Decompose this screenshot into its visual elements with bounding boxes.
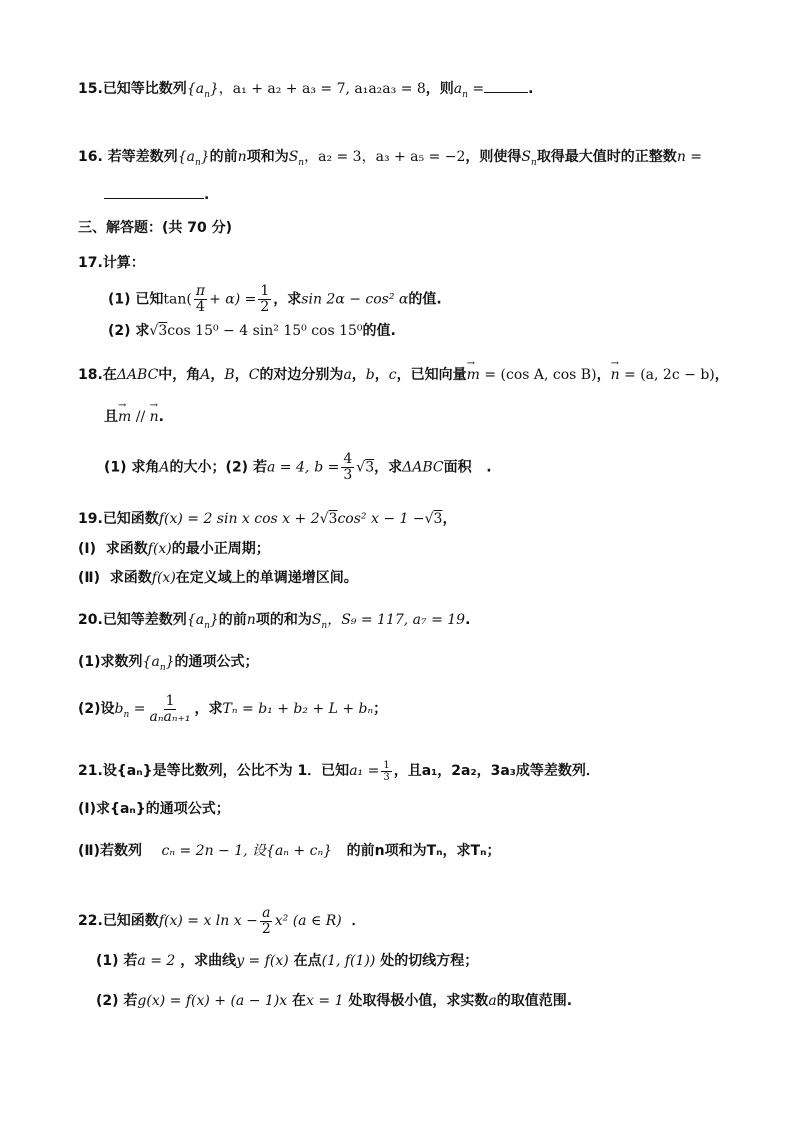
math: b: [365, 367, 375, 383]
math: a₁ =: [349, 763, 380, 779]
math: }: [209, 81, 219, 97]
question-number: 17.: [78, 255, 103, 271]
text: 的前n项和为Tₙ，求Tₙ；: [346, 843, 501, 859]
math: a = 2: [137, 953, 176, 969]
math: C: [248, 367, 260, 383]
math: A: [200, 367, 211, 383]
question-18: 18.在ΔABC中，角A，B，C的对边分别为a，b，c，已知向量→ m = (cos A, cos B)，→ n = (a, 2c − b)，: [78, 364, 729, 386]
math: S: [311, 612, 322, 628]
math: π: [195, 283, 206, 299]
math: {a: [142, 654, 160, 670]
text: 计算：: [102, 255, 145, 271]
question-18-parts: [104, 452, 492, 483]
math: a = 4,: [266, 459, 310, 476]
text: 已知函数: [102, 913, 159, 929]
text: 在: [102, 367, 117, 383]
question-16-blank-line: .: [104, 184, 209, 206]
text: (2)设: [78, 701, 115, 717]
math: x² (a ∈ R): [274, 913, 342, 929]
text: ，求曲线: [180, 953, 237, 969]
text: 项的和为: [255, 612, 312, 628]
question-22-part-2: [96, 990, 572, 1012]
text: ，求: [273, 291, 302, 308]
text: .: [486, 459, 492, 476]
math: cos 15⁰ − 4 sin² 15⁰ cos 15⁰: [167, 323, 363, 339]
question-number: 21.: [78, 763, 103, 779]
math: 3: [328, 511, 338, 527]
vector-m: → m: [118, 406, 131, 428]
text: 且: [104, 409, 118, 425]
answer-blank: [484, 80, 528, 93]
math: ，S₉ = 117, a₇ = 19: [327, 612, 466, 628]
math: A: [159, 459, 170, 476]
math: ，a₃ + a₅ = −2: [361, 149, 466, 165]
text: 在: [292, 993, 307, 1009]
math: n: [246, 612, 256, 628]
math: ΔABC: [402, 459, 444, 476]
math: y = f(x): [236, 953, 289, 969]
text: (1) 若: [96, 953, 138, 969]
fraction: [260, 906, 273, 937]
math: 1: [260, 283, 270, 299]
math: aₙaₙ₊₁: [149, 708, 191, 725]
text: ，: [596, 367, 611, 383]
question-number: 22.: [78, 913, 103, 929]
fraction: [381, 760, 391, 783]
math: 2: [260, 299, 270, 315]
question-20-part-1: [78, 651, 259, 679]
math: =: [129, 701, 146, 717]
math: 3: [343, 467, 353, 483]
text: 已知等差数列: [102, 612, 187, 628]
text: 设{aₙ}是等比数列，公比不为 1．已知: [102, 763, 350, 779]
math: a: [453, 81, 463, 97]
math: {a: [186, 81, 205, 97]
text: ，求: [374, 459, 403, 476]
text: 的前: [218, 612, 247, 628]
fraction: [194, 284, 207, 315]
question-number: 18.: [78, 367, 103, 383]
question-number: 20.: [78, 612, 103, 628]
text: ，求: [194, 701, 223, 717]
text: 的值.: [362, 323, 396, 339]
math: + α) =: [209, 291, 257, 308]
math: = (a, 2c − b): [619, 367, 715, 383]
math: g(x) = f(x) + (a − 1)x: [137, 993, 288, 1009]
text: ．: [351, 913, 366, 929]
math: n: [462, 89, 468, 100]
math: a: [343, 367, 352, 383]
math: b: [114, 701, 124, 717]
sqrt: √3: [319, 511, 338, 527]
fraction: [148, 694, 193, 725]
math: n: [531, 157, 537, 168]
text: (Ⅱ): [78, 570, 101, 586]
math: = (cos A, cos B): [479, 367, 597, 383]
math: cₙ = 2n − 1, 设{aₙ + cₙ}: [161, 843, 333, 859]
text: 项和为: [246, 149, 289, 165]
question-22-part-1: [96, 950, 478, 972]
math: n: [159, 662, 166, 673]
math: ，a₂ = 3: [304, 149, 362, 165]
text: (1)求数列: [78, 654, 143, 670]
math: }: [209, 612, 219, 628]
math: ，a₁ + a₂ + a₃ = 7, a₁a₂a₃ = 8: [218, 81, 426, 97]
math: 3: [158, 323, 168, 339]
sqrt: √3: [149, 323, 168, 339]
math: n: [204, 620, 210, 631]
math: tan(: [163, 291, 192, 308]
fraction: [341, 452, 354, 483]
text: 面积: [443, 459, 472, 476]
text: ，则: [425, 81, 454, 97]
math: 4: [343, 451, 353, 467]
text: 取得最大值时的正整数: [536, 149, 677, 165]
sqrt: √3: [424, 511, 443, 527]
text: 中，角: [158, 367, 201, 383]
math: =: [685, 149, 703, 165]
math: n: [676, 149, 686, 165]
math: a: [262, 904, 271, 921]
text: 处的切线方程；: [380, 953, 479, 969]
section-title: 三、解答题：(共 70 分): [78, 220, 233, 236]
math: n: [298, 157, 305, 168]
math: B: [224, 367, 235, 383]
text: ，已知向量: [396, 367, 467, 383]
math: Tₙ = b₁ + b₂ + L + bₙ: [222, 701, 374, 717]
math: {a: [177, 149, 195, 165]
text: ，则使得: [465, 149, 522, 165]
text: (1) 已知: [108, 291, 164, 308]
question-18-line-2: 且→ m // → n.: [104, 406, 164, 428]
math: a: [488, 993, 497, 1009]
math: n: [204, 89, 210, 100]
math: S: [521, 149, 532, 165]
text: 求函数: [109, 570, 152, 586]
math: 3: [383, 771, 390, 783]
text: (Ⅱ)若数列: [78, 843, 143, 859]
math: n: [237, 149, 247, 165]
math: n: [321, 620, 328, 631]
math: S: [288, 149, 299, 165]
math: }: [165, 654, 175, 670]
math: =: [467, 81, 485, 97]
vector-n: → n: [150, 406, 159, 428]
text: 的前: [209, 149, 238, 165]
text: ；: [373, 701, 388, 717]
text: 的对边分别为: [259, 367, 344, 383]
question-21: [78, 756, 600, 786]
question-text: 已知等比数列: [102, 81, 187, 97]
question-20-part-2: [78, 692, 387, 732]
question-22: [78, 904, 366, 938]
text: ，且a₁，2a₂，3a₃成等差数列．: [393, 763, 600, 779]
math: n: [194, 157, 201, 168]
math: 1: [383, 759, 390, 771]
answer-blank: [104, 186, 204, 199]
math: c: [388, 367, 397, 383]
text: 的值.: [408, 291, 442, 308]
text: 在点: [293, 953, 322, 969]
vector-m: → m: [467, 364, 480, 386]
question-17-part-2: [108, 320, 396, 342]
math: 3: [433, 511, 443, 527]
question-number: 16.: [78, 149, 103, 165]
math: 4: [196, 299, 205, 315]
text: 的大小；(2) 若: [169, 459, 267, 476]
math: ΔABC: [116, 367, 159, 383]
question-number: 15.: [78, 81, 103, 97]
text: 求函数: [105, 541, 148, 557]
question-17-part-1: [108, 284, 442, 315]
fraction: [258, 284, 271, 315]
text: (1) 求角: [104, 459, 160, 476]
math: n: [123, 709, 130, 720]
text: (2) 若: [96, 993, 138, 1009]
text: 的取值范围.: [496, 993, 573, 1009]
math: f(x) = 2 sin x cos x + 2: [158, 511, 320, 527]
math: //: [131, 409, 150, 425]
text: 若等差数列: [107, 149, 178, 165]
question-15: 15.已知等比数列$\{a_n\}$，a₁ + a₂ + a₃ = 7, a₁a₂a₃ = 8，则$a_n$ = .: [78, 81, 534, 100]
math: f(x) = x ln x −: [158, 913, 258, 929]
math: f(x): [151, 570, 176, 586]
math: cos² x − 1 −: [337, 511, 425, 527]
question-19-part-2: [78, 567, 358, 589]
math: }: [200, 149, 210, 165]
math: 2: [261, 920, 271, 937]
math: 1: [165, 692, 175, 709]
question-19: [78, 508, 456, 530]
text: 的最小正周期；: [171, 541, 270, 557]
math: f(x): [147, 541, 172, 557]
sqrt: √3: [356, 459, 375, 476]
question-16: [78, 146, 702, 174]
math: x = 1: [306, 993, 344, 1009]
math: (1, f(1)): [321, 953, 376, 969]
math: b =: [314, 459, 340, 476]
vector-n: → n: [611, 364, 620, 386]
question-21-part-1: (Ⅰ)求{aₙ}的通项公式；: [78, 801, 230, 817]
question-21-part-2: [78, 840, 500, 862]
math: {a: [186, 612, 205, 628]
question-20: 20.已知等差数列$\{a_n\}$的前n项的和为$S_n$，S₉ = 117, a₇ = 19.: [78, 612, 471, 631]
text: 的通项公式；: [174, 654, 259, 670]
question-number: 19.: [78, 511, 103, 527]
text: ，: [442, 511, 457, 527]
math: sin 2α − cos² α: [301, 291, 409, 308]
question-19-part-1: [78, 538, 270, 560]
math: 3: [365, 459, 375, 476]
text: 处取得极小值，求实数: [348, 993, 489, 1009]
text: 已知函数: [102, 511, 159, 527]
text: (2) 求: [108, 323, 150, 339]
text: (Ⅰ): [78, 541, 97, 557]
text: 在定义域上的单调递增区间。: [175, 570, 358, 586]
question-17: [78, 252, 145, 274]
